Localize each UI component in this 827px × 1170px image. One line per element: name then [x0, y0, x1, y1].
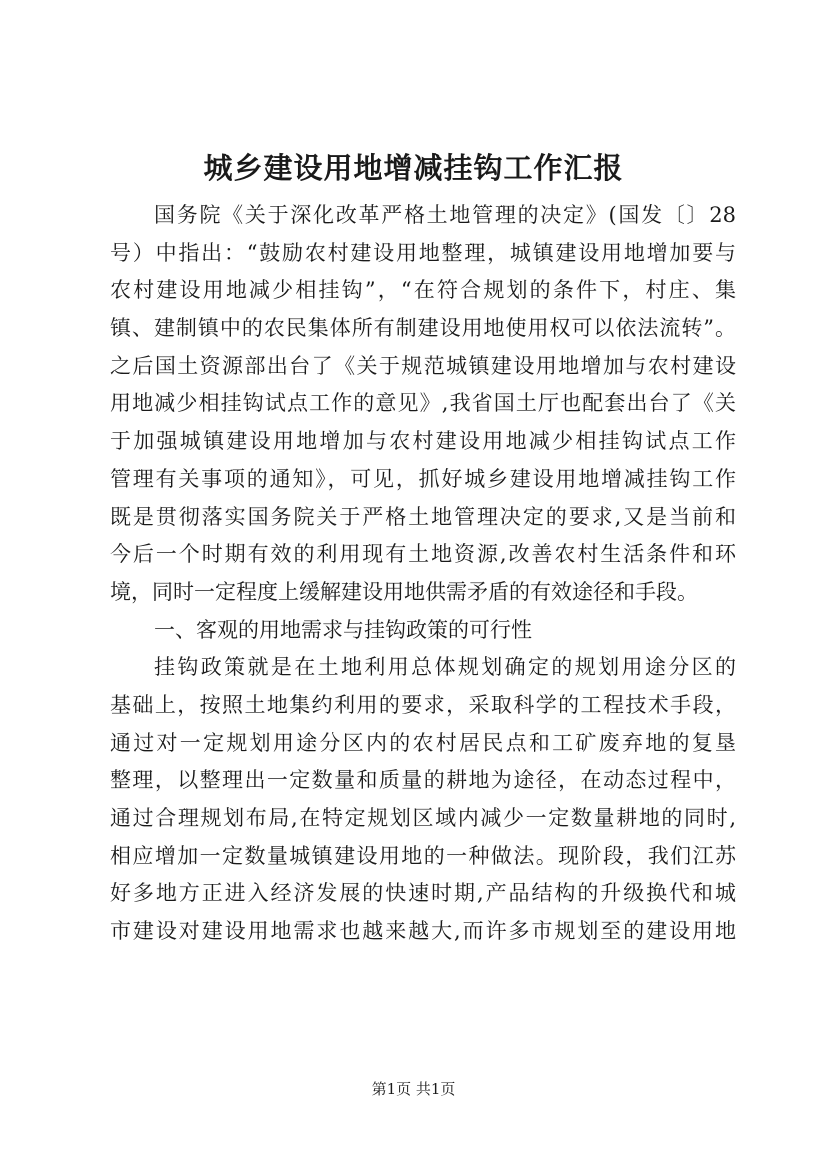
document-body [110, 197, 736, 951]
paragraph-1-line-1: 国务院《关于深化改革严格土地管理的决定》(国发〔〕28 [154, 203, 736, 227]
paragraph-2-line-1: 挂钩政策就是在土地利用总体规划确定的规划用途分区的 [154, 655, 736, 680]
paragraph-1-line-9: 既是贯彻落实国务院关于严格土地管理决定的要求,又是当前和 [110, 504, 736, 529]
paragraph-2-line-3: 通过对一定规划用途分区内的农村居民点和工矿废弃地的复垦 [110, 730, 736, 755]
paragraph-2-line-8: 市建设对建设用地需求也越来越大,而许多市规划至的建设用地 [110, 919, 736, 944]
section-heading-1: 一、客观的用地需求与挂钩政策的可行性 [154, 617, 532, 642]
paragraph-1-line-4: 镇、建制镇中的农民集体所有制建设用地使用权可以依法流转”。 [110, 316, 736, 341]
paragraph-2-line-4: 整理，以整理出一定数量和质量的耕地为途径，在动态过程中， [110, 768, 736, 793]
paragraph-2-line-2: 基础上，按照土地集约利用的要求，采取科学的工程技术手段， [110, 692, 736, 717]
paragraph-2-line-7: 好多地方正进入经济发展的快速时期,产品结构的升级换代和城 [110, 881, 736, 906]
paragraph-1-line-6: 用地减少相挂钩试点工作的意见》,我省国土厅也配套出台了《关 [110, 391, 736, 416]
paragraph-1-line-3: 农村建设用地减少相挂钩”，“在符合规划的条件下，村庄、集 [110, 278, 736, 303]
page-footer: 第1页 共1页 [371, 1080, 456, 1098]
paragraph-1-line-10: 今后一个时期有效的利用现有土地资源,改善农村生活条件和环 [110, 542, 736, 567]
document-title: 城乡建设用地增减挂钩工作汇报 [203, 151, 624, 185]
paragraph-1-line-5: 之后国土资源部出台了《关于规范城镇建设用地增加与农村建设 [110, 353, 736, 378]
paragraph-1-line-11: 境，同时一定程度上缓解建设用地供需矛盾的有效途径和手段。 [110, 579, 698, 604]
paragraph-1-line-2: 号）中指出：“鼓励农村建设用地整理，城镇建设用地增加要与 [110, 240, 736, 265]
paragraph-2-line-6: 相应增加一定数量城镇建设用地的一种做法。现阶段，我们江苏 [110, 843, 736, 868]
paragraph-2-line-5: 通过合理规划布局,在特定规划区域内减少一定数量耕地的同时, [110, 806, 736, 830]
paragraph-1-line-7: 于加强城镇建设用地增加与农村建设用地减少相挂钩试点工作 [110, 429, 736, 454]
paragraph-1-line-8: 管理有关事项的通知》，可见，抓好城乡建设用地增减挂钩工作 [110, 466, 736, 491]
